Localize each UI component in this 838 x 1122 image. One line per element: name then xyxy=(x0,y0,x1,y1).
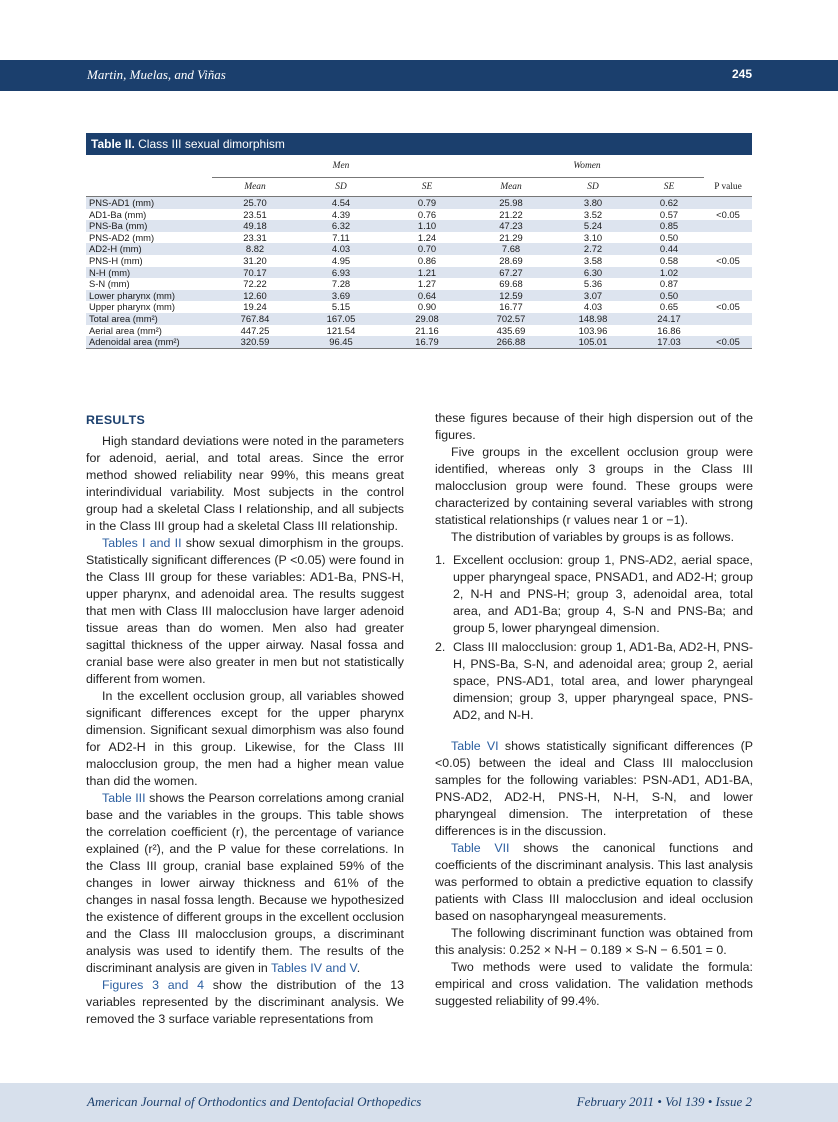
cell-men-mean: 70.17 xyxy=(243,266,267,278)
cell-men-se: 1.10 xyxy=(417,220,437,232)
table-row xyxy=(86,313,752,325)
cell-men-sd: 4.39 xyxy=(331,208,351,220)
cell-men-mean: 25.70 xyxy=(243,197,267,208)
row-variable: PNS-AD2 (mm) xyxy=(89,231,155,243)
footer-journal-title: American Journal of Orthodontics and Dentofacial Orthopedics xyxy=(87,1094,422,1109)
cell-men-sd: 6.93 xyxy=(331,266,351,278)
col-women-mean: Mean xyxy=(470,178,552,197)
cell-men-mean: 447.25 xyxy=(240,324,270,336)
cell-women-se: 0.50 xyxy=(659,231,679,243)
cell-men-se: 29.08 xyxy=(415,312,439,324)
row-variable: Total area (mm²) xyxy=(89,312,158,324)
cell-women-mean: 28.69 xyxy=(499,254,523,266)
cell-women-sd: 3.58 xyxy=(583,254,603,266)
cell-men-se: 1.27 xyxy=(417,278,437,290)
table-row xyxy=(86,301,752,313)
row-variable: AD1-Ba (mm) xyxy=(89,208,147,220)
group-women: Women xyxy=(470,155,704,178)
table-row xyxy=(86,267,752,279)
cell-p xyxy=(704,197,752,209)
col-men-se: SE xyxy=(384,178,470,197)
table-row xyxy=(86,197,752,209)
cell-men-mean: 8.82 xyxy=(245,243,265,255)
paragraph: Figures 3 and 4 show the distribution of the 13 variables represented by the discriminant analysis. We removed the 3 surface variable representations from xyxy=(86,978,404,1026)
cell-men-se: 1.21 xyxy=(417,266,437,278)
cell-women-se: 17.03 xyxy=(634,336,704,348)
cell-men-sd: 5.15 xyxy=(331,301,351,313)
list-item: 1. Excellent occlusion: group 1, PNS-AD2, aerial space, upper pharyngeal space, PNSAD1, and AD2-H; group 2, N-H and PNS-H; group 3, adenoidal area, total area, and AD1-Ba; group 4, S-N and PNS-Ba; and group 5, lower pharyngeal dimension. xyxy=(435,553,753,635)
table-row xyxy=(86,209,752,221)
cell-women-sd: 5.24 xyxy=(583,220,603,232)
table-row xyxy=(86,232,752,244)
cell-men-se: 0.70 xyxy=(417,243,437,255)
group-header-row xyxy=(86,155,752,178)
cell-men-sd: 7.11 xyxy=(332,231,350,243)
cell-women-sd: 6.30 xyxy=(583,266,603,278)
cell-men-se: 0.76 xyxy=(417,208,437,220)
cell-women-mean: 12.59 xyxy=(499,289,523,301)
table-ii xyxy=(86,133,752,349)
table-row xyxy=(86,336,752,348)
row-variable: PNS-H (mm) xyxy=(89,254,143,266)
cell-men-sd: 121.54 xyxy=(326,324,356,336)
cell-women-mean: 21.22 xyxy=(499,208,523,220)
cell-women-se: 0.65 xyxy=(659,301,679,313)
cell-men-se: 1.24 xyxy=(417,231,437,243)
cell-women-mean: 47.23 xyxy=(499,220,523,232)
figure-link[interactable]: Figures 3 and 4 xyxy=(102,978,205,992)
table-row xyxy=(86,243,752,255)
running-head-authors: Martin, Muelas, and Viñas xyxy=(87,67,226,82)
cell-men-sd: 96.45 xyxy=(298,336,384,348)
table-link[interactable]: Table VI xyxy=(451,739,499,753)
cell-p: <0.05 xyxy=(716,208,740,220)
cell-women-mean: 266.88 xyxy=(470,336,552,348)
cell-p xyxy=(704,232,752,244)
cell-women-sd: 3.07 xyxy=(583,289,603,301)
group-men: Men xyxy=(212,155,470,178)
paragraph: Table VI shows statistically significant differences (P <0.05) between the ideal and Class III malocclusion samples for the following variables: PSN-AD1, AD1-BA, PNS-AD2, AD2-H, PNS-H, N-H, S-N, and lower pharyngeal dimension. The interpretation of these differences is in the discussion. xyxy=(435,739,753,838)
paragraph: High standard deviations were noted in the parameters for adenoid, aerial, and total areas. Since the error method showed reliability near 99%, this means great interindividual variability. Most subjects in the control group had a skeletal Class I relationship, and all subjects in the Class III group had a skeletal Class III relationship. xyxy=(86,434,404,533)
cell-men-sd: 3.69 xyxy=(331,289,351,301)
cell-women-mean: 16.77 xyxy=(499,301,523,313)
cell-men-sd: 6.32 xyxy=(331,220,351,232)
cell-women-sd: 3.52 xyxy=(583,208,603,220)
row-variable: Aerial area (mm²) xyxy=(89,324,162,336)
cell-women-se: 0.50 xyxy=(659,289,679,301)
cell-men-se: 0.79 xyxy=(417,197,437,208)
cell-women-se: 0.85 xyxy=(659,220,679,232)
paragraph: The following discriminant function was obtained from this analysis: 0.252 × N-H − 0.189 × S-N − 6.501 = 0. xyxy=(435,926,753,957)
cell-p xyxy=(704,325,752,337)
paragraph: In the excellent occlusion group, all variables showed significant differences except for the upper pharynx dimension. Significant sexual dimorphism was also found for AD2-H in this group. Likewise, for the Class III malocclusion group, the men had a higher mean value than did the women. xyxy=(86,689,404,788)
cell-women-sd: 5.36 xyxy=(583,278,603,290)
col-pvalue: P value xyxy=(704,178,752,197)
cell-men-mean: 767.84 xyxy=(240,312,270,324)
table-link[interactable]: Tables I and II xyxy=(102,536,182,550)
cell-women-mean: 435.69 xyxy=(496,324,526,336)
table-row xyxy=(86,220,752,232)
cell-women-mean: 7.68 xyxy=(501,243,521,255)
cell-p xyxy=(704,243,752,255)
right-column xyxy=(435,410,753,1010)
row-variable: Lower pharynx (mm) xyxy=(89,289,175,301)
section-heading-results: RESULTS xyxy=(86,413,146,427)
paragraph: these figures because of their high dispersion out of the figures. xyxy=(435,411,753,442)
cell-men-se: 16.79 xyxy=(384,336,470,348)
cell-men-se: 21.16 xyxy=(415,324,439,336)
table-link[interactable]: Tables IV and V xyxy=(271,961,357,975)
cell-women-sd: 103.96 xyxy=(578,324,608,336)
paragraph: Five groups in the excellent occlusion group were identified, whereas only 3 groups in the Class III malocclusion group were found. These groups were characterized by containing several variables with strong statistical relationships (r values near 1 or −1). xyxy=(435,445,753,527)
paragraph: Two methods were used to validate the formula: empirical and cross validation. The validation methods suggested reliability of 99.4%. xyxy=(435,960,753,1008)
cell-p: <0.05 xyxy=(716,254,740,266)
col-women-sd: SD xyxy=(552,178,634,197)
group-distribution-list xyxy=(435,552,753,724)
data-table xyxy=(86,155,752,349)
cell-p xyxy=(704,220,752,232)
cell-p xyxy=(704,290,752,302)
page-number: 245 xyxy=(731,67,752,81)
cell-women-sd: 3.80 xyxy=(583,197,603,208)
footer-issue-info: February 2011 • Vol 139 • Issue 2 xyxy=(576,1094,752,1109)
cell-men-sd: 4.03 xyxy=(331,243,351,255)
row-variable: AD2-H (mm) xyxy=(89,243,142,255)
cell-men-sd: 167.05 xyxy=(326,312,356,324)
cell-women-se: 16.86 xyxy=(657,324,681,336)
cell-men-mean: 19.24 xyxy=(243,301,267,313)
cell-women-se: 0.87 xyxy=(659,278,679,290)
cell-women-sd: 148.98 xyxy=(578,312,608,324)
cell-women-sd: 3.10 xyxy=(583,231,603,243)
paragraph: Tables I and II show sexual dimorphism in the groups. Statistically significant differences (P <0.05) were found in the Class III group for these variables: AD1-Ba, PNS-H, upper pharynx, and adenoidal area. The results suggest that men with Class III malocclusion have larger adenoid tissue areas than do women. Men also had greater sagittal thickness of the upper airway. Nasal fossa and cranial base were also greater in men but not statistically different from women. xyxy=(86,536,404,686)
table-row xyxy=(86,255,752,267)
table-link[interactable]: Table III xyxy=(102,791,146,805)
cell-women-mean: 702.57 xyxy=(496,312,526,324)
cell-men-se: 0.64 xyxy=(417,289,437,301)
cell-p: <0.05 xyxy=(716,301,740,313)
cell-women-sd: 105.01 xyxy=(552,336,634,348)
list-item: 2. Class III malocclusion: group 1, AD1-Ba, AD2-H, PNS-H, PNS-Ba, S-N, and adenoidal area; group 2, aerial space, PNS-AD1, total area, and lower pharyngeal dimension; group 3, upper pharyngeal space, PNS-AD2, and N-H. xyxy=(435,640,753,722)
col-men-sd: SD xyxy=(298,178,384,197)
cell-women-mean: 21.29 xyxy=(499,231,523,243)
cell-women-mean: 67.27 xyxy=(499,266,523,278)
cell-men-se: 0.90 xyxy=(417,301,437,313)
cell-men-sd: 4.54 xyxy=(331,197,351,208)
table-link[interactable]: Table VII xyxy=(451,841,510,855)
cell-men-sd: 7.28 xyxy=(331,278,351,290)
cell-men-mean: 72.22 xyxy=(243,278,267,290)
cell-women-se: 1.02 xyxy=(659,266,679,278)
cell-men-mean: 49.18 xyxy=(243,220,267,232)
col-men-mean: Mean xyxy=(212,178,298,197)
table-caption xyxy=(86,133,752,155)
cell-men-mean: 23.51 xyxy=(243,208,267,220)
cell-women-se: 24.17 xyxy=(657,312,681,324)
cell-women-mean: 25.98 xyxy=(499,197,523,208)
table-row xyxy=(86,290,752,302)
cell-women-se: 0.58 xyxy=(659,254,679,266)
cell-men-mean: 23.31 xyxy=(243,231,267,243)
cell-women-se: 0.44 xyxy=(659,243,679,255)
table-label: Table II. xyxy=(91,137,135,151)
cell-women-sd: 4.03 xyxy=(583,301,603,313)
table-row xyxy=(86,325,752,337)
cell-p xyxy=(704,267,752,279)
table-title: Class III sexual dimorphism xyxy=(138,137,285,151)
paragraph: Table III shows the Pearson correlations among cranial base and the variables in the groups. This table shows the correlation coefficient (r), the percentage of variance explained (r²), and the P value for these correlations. In the Class III group, cranial base explained 59% of the changes in lower airway thickness and 61% of the changes in nasal fossa length. Because we hypothesized the existence of different groups in the excellent occlusion and the Class III malocclusion groups, a discriminant analysis was used to identify them. The results of the discriminant analysis are given in Tables IV and V. xyxy=(86,791,405,975)
row-variable: S-N (mm) xyxy=(89,278,130,290)
column-header-row xyxy=(86,178,752,197)
paragraph: The distribution of variables by groups is as follows. xyxy=(451,530,735,544)
left-column xyxy=(86,410,404,1028)
cell-men-sd: 4.95 xyxy=(331,254,351,266)
cell-men-se: 0.86 xyxy=(417,254,437,266)
cell-men-mean: 320.59 xyxy=(212,336,298,348)
col-women-se: SE xyxy=(634,178,704,197)
paragraph: Table VII shows the canonical functions and coefficients of the discriminant analysis. This last analysis was performed to obtain a predictive equation to classify patients with Class III malocclusion and ideal occlusion based on nasopharyngeal measurements. xyxy=(435,841,753,923)
cell-women-mean: 69.68 xyxy=(499,278,523,290)
cell-men-mean: 31.20 xyxy=(243,254,267,266)
cell-women-se: 0.62 xyxy=(659,197,679,208)
row-variable: Upper pharynx (mm) xyxy=(89,301,175,313)
table-row xyxy=(86,278,752,290)
cell-p xyxy=(704,313,752,325)
cell-p: <0.05 xyxy=(704,336,752,348)
cell-women-sd: 2.72 xyxy=(583,243,603,255)
row-variable: PNS-AD1 (mm) xyxy=(89,197,155,208)
row-variable: PNS-Ba (mm) xyxy=(89,220,148,232)
cell-women-se: 0.57 xyxy=(659,208,679,220)
row-variable: N-H (mm) xyxy=(89,266,131,278)
cell-p xyxy=(704,278,752,290)
cell-men-mean: 12.60 xyxy=(243,289,267,301)
row-variable: Adenoidal area (mm²) xyxy=(86,336,212,348)
